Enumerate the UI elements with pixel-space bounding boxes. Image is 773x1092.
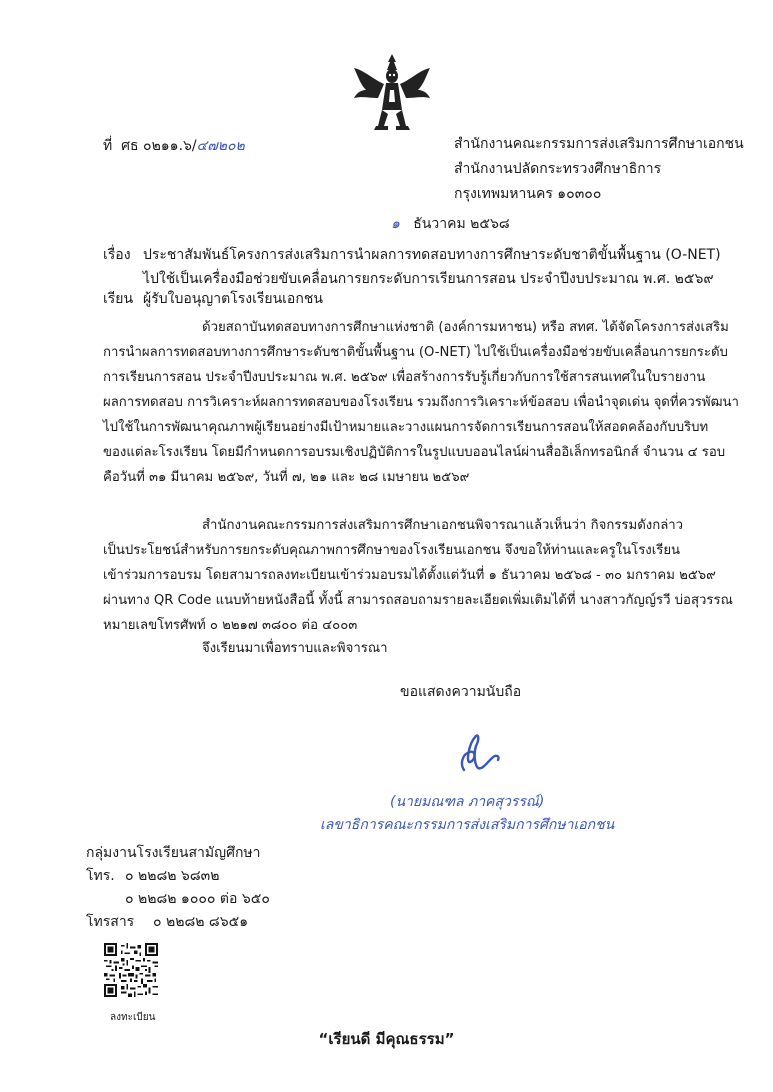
signature-scribble-icon — [446, 730, 506, 780]
letter-date — [391, 214, 510, 234]
paragraph1-line: ไปใช้ในการพัฒนาคุณภาพผู้เรียนอย่างมีเป้าหมายและวางแผนการจัดการเรียนการสอนให้สอดคล้องกับบริบท — [103, 420, 709, 435]
paragraph1-line: คือวันที่ ๓๑ มีนาคม ๒๕๖๙, วันที่ ๗, ๒๑ และ ๒๘ เมษายน ๒๕๖๙ — [103, 470, 470, 485]
qr-caption: ลงทะเบียน — [110, 1012, 156, 1023]
contact-phone-1: ๐ ๒๒๘๒ ๖๘๓๒ — [125, 868, 220, 884]
subject-line-2: ไปใช้เป็นเครื่องมือช่วยขับเคลื่อนการยกระดับการเรียนการสอน ประจำปีงบประมาณ พ.ศ. ๒๕๖๙ — [143, 271, 714, 287]
paragraph2-line: หมายเลขโทรศัพท์ ๐ ๒๒๑๗ ๓๘๐๐ ต่อ ๔๐๐๓ — [103, 618, 358, 633]
motto: “เรียนดี มีคุณธรรม” — [318, 1030, 455, 1048]
garuda-emblem-icon — [350, 50, 434, 134]
contact-fax-label: โทรสาร — [86, 914, 135, 930]
sender-line-2: สำนักงานปลัดกระทรวงศึกษาธิการ — [454, 161, 662, 177]
paragraph2-line: สำนักงานคณะกรรมการส่งเสริมการศึกษาเอกชนพิจารณาแล้วเห็นว่า กิจกรรมดังกล่าว — [202, 518, 684, 533]
subject-label: เรื่อง — [103, 247, 131, 263]
signatory-position: เลขาธิการคณะกรรมการส่งเสริมการศึกษาเอกชน — [320, 817, 615, 833]
date-month-year: ธันวาคม ๒๕๖๘ — [413, 216, 510, 232]
closing-text: ขอแสดงความนับถือ — [400, 684, 522, 700]
paragraph1-line: การเรียนการสอน ประจำปีงบประมาณ พ.ศ. ๒๕๖๙ เพื่อสร้างการรับรู้เกี่ยวกับการใช้สารสนเทศในใบรายงาน — [103, 370, 706, 385]
reference-code: ศธ ๐๒๑๑.๖/ — [121, 138, 197, 154]
subject-line-1: ประชาสัมพันธ์โครงการส่งเสริมการนำผลการทดสอบทางการศึกษาระดับชาติขั้นพื้นฐาน (O-NET) — [143, 247, 721, 263]
reference-handwritten-number: ๔๗๒๐๒ — [196, 138, 245, 154]
recipient-label: เรียน — [103, 291, 134, 307]
paragraph1-line: ผลการทดสอบ การวิเคราะห์ผลการทดสอบของโรงเรียน รวมถึงการวิเคราะห์ข้อสอบ เพื่อนำจุดเด่น จุดที่ควรพัฒนา — [103, 395, 739, 410]
paragraph1-line: การนำผลการทดสอบทางการศึกษาระดับชาติขั้นพื้นฐาน (O-NET) ไปใช้เป็นเครื่องมือช่วยขับเคลื่อนการยกระดับ — [103, 345, 728, 360]
signatory-name: (นายมณฑล ภาคสุวรรณ์) — [390, 794, 545, 810]
closing-request: จึงเรียนมาเพื่อทราบและพิจารณา — [202, 641, 388, 656]
qr-code-icon[interactable] — [104, 941, 158, 999]
paragraph2-line: ผ่านทาง QR Code แนบท้ายหนังสือนี้ ทั้งนี้ สามารถสอบถามรายละเอียดเพิ่มเติมได้ที่ นางสาวกัญญ์รวี บ่อสุวรรณ — [103, 593, 733, 608]
reference-number — [103, 136, 245, 156]
sender-line-1: สำนักงานคณะกรรมการส่งเสริมการศึกษาเอกชน — [454, 136, 744, 152]
contact-department: กลุ่มงานโรงเรียนสามัญศึกษา — [86, 845, 261, 861]
paragraph2-line: เป็นประโยชน์สำหรับการยกระดับคุณภาพการศึกษาของโรงเรียนเอกชน จึงขอให้ท่านและครูในโรงเรียน — [103, 543, 681, 558]
sender-line-3: กรุงเทพมหานคร ๑๐๓๐๐ — [454, 186, 602, 202]
paragraph1-line: ด้วยสถาบันทดสอบทางการศึกษาแห่งชาติ (องค์การมหาชน) หรือ สทศ. ได้จัดโครงการส่งเสริม — [202, 320, 729, 335]
contact-phone-2: ๐ ๒๒๘๒ ๑๐๐๐ ต่อ ๖๕๐ — [125, 891, 270, 907]
paragraph2-line: เข้าร่วมการอบรม โดยสามารถลงทะเบียนเข้าร่วมอบรมได้ตั้งแต่วันที่ ๑ ธันวาคม ๒๕๖๘ - ๓๐ มกราคม ๒๕๖๙ — [103, 568, 716, 583]
reference-prefix: ที่ — [103, 138, 113, 154]
contact-fax: ๐ ๒๒๘๒ ๘๖๕๑ — [153, 914, 249, 930]
date-handwritten-day: ๑ — [391, 216, 400, 232]
contact-phone-label: โทร. — [86, 868, 115, 884]
paragraph1-line: ของแต่ละโรงเรียน โดยมีกำหนดการอบรมเชิงปฏิบัติการในรูปแบบออนไลน์ผ่านสื่ออิเล็กทรอนิกส์ จำนวน ๔ รอบ — [103, 445, 726, 460]
recipient-text: ผู้รับใบอนุญาตโรงเรียนเอกชน — [143, 291, 323, 307]
